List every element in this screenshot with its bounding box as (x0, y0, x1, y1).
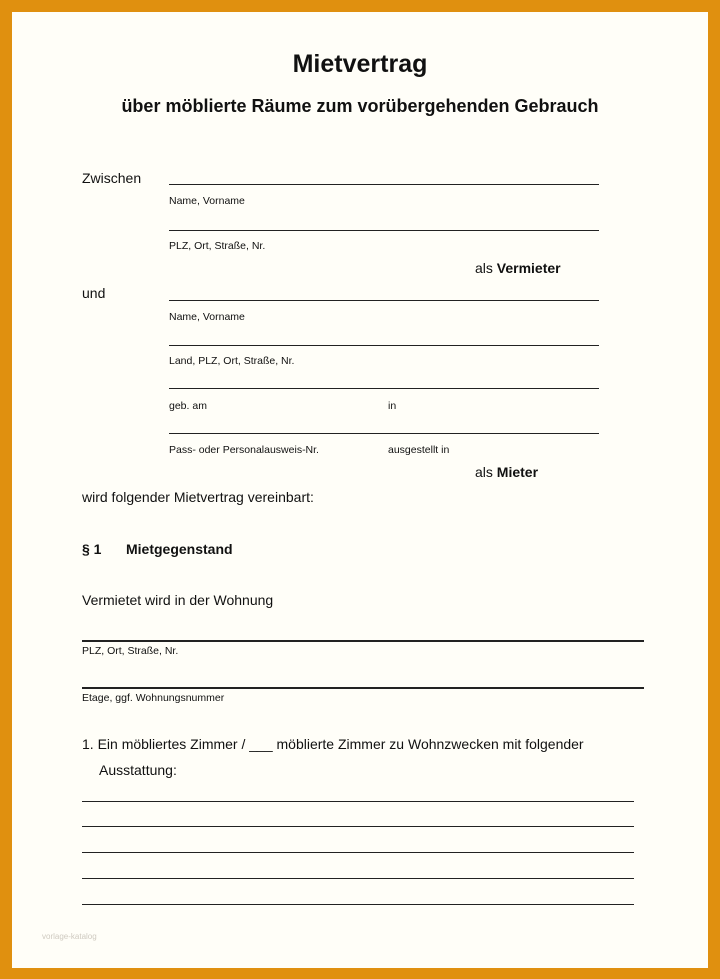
landlord-address-line (169, 230, 599, 231)
document-subtitle: über möblierte Räume zum vorübergehenden Gebrauch (121, 96, 599, 116)
tenant-role-term: Mieter (496, 464, 539, 480)
birth-caption: geb. am (169, 400, 207, 412)
landlord-name-caption: Name, Vorname (169, 195, 245, 207)
landlord-role (475, 260, 561, 276)
document-page (12, 12, 708, 968)
floor-caption: Etage, ggf. Wohnungsnummer (82, 692, 225, 704)
apartment-address-caption: PLZ, Ort, Straße, Nr. (82, 645, 179, 657)
between-label: Zwischen (82, 170, 142, 186)
passport-line (169, 433, 599, 434)
floor-line (82, 687, 644, 689)
equipment-line (82, 852, 634, 853)
landlord-address-caption: PLZ, Ort, Straße, Nr. (169, 240, 266, 252)
landlord-role-prefix: als (475, 260, 493, 276)
and-label: und (82, 285, 106, 301)
equipment-line (82, 826, 634, 827)
item1-text-continued: Ausstattung: (99, 762, 177, 778)
birth-place-caption: in (388, 400, 397, 412)
apartment-address-line (82, 640, 644, 642)
tenant-name-caption: Name, Vorname (169, 311, 245, 323)
tenant-role (475, 464, 538, 480)
agreement-text: wird folgender Mietvertrag vereinbart: (82, 489, 314, 505)
document-title: Mietvertrag (292, 50, 428, 78)
tenant-role-prefix: als (475, 464, 493, 480)
issued-caption: ausgestellt in (388, 444, 450, 456)
equipment-line (82, 904, 634, 905)
equipment-line (82, 801, 634, 802)
item1-text: 1. Ein möbliertes Zimmer / ___ möblierte Zimmer zu Wohnzwecken mit folgender (82, 736, 584, 752)
tenant-address-line (169, 345, 599, 346)
watermark: vorlage-katalog (42, 932, 97, 941)
landlord-role-term: Vermieter (496, 260, 561, 276)
section-number: § 1 (82, 541, 102, 557)
landlord-name-line (169, 184, 599, 185)
equipment-line (82, 878, 634, 879)
section-intro: Vermietet wird in der Wohnung (82, 592, 274, 608)
section-heading: Mietgegenstand (126, 541, 233, 557)
tenant-name-line (169, 300, 599, 301)
tenant-address-caption: Land, PLZ, Ort, Straße, Nr. (169, 355, 295, 367)
birth-line (169, 388, 599, 389)
passport-caption: Pass- oder Personalausweis-Nr. (169, 444, 319, 456)
